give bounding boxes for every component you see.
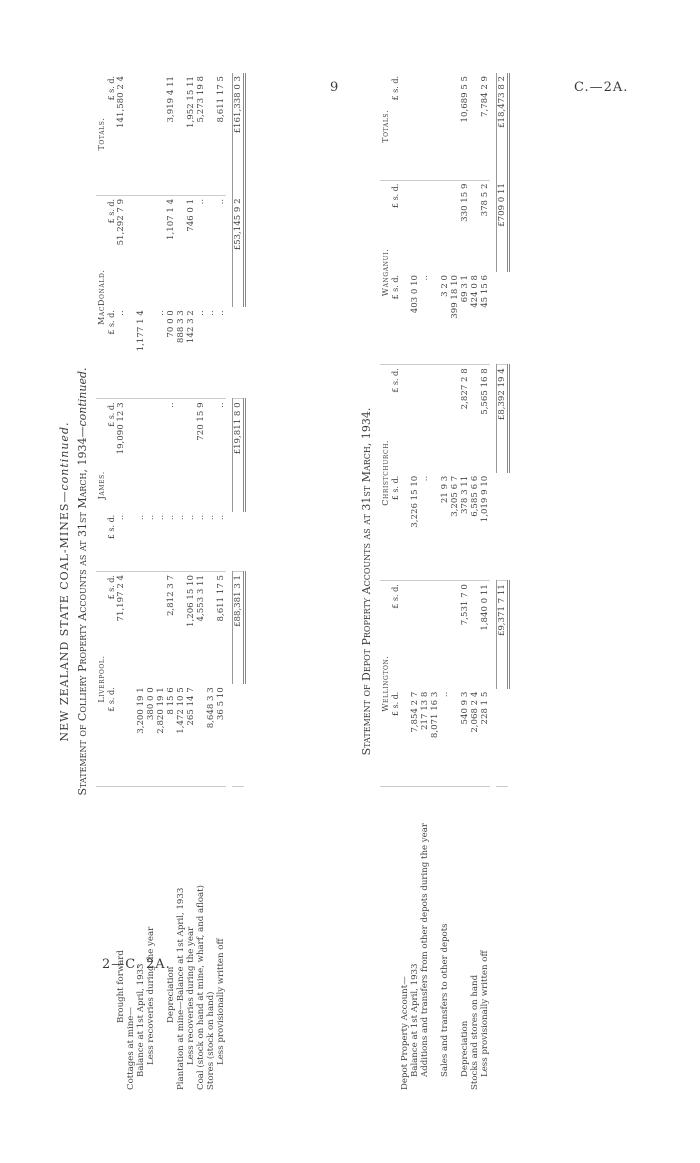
table-row bbox=[146, 73, 156, 1093]
totals-label-spacer bbox=[232, 787, 244, 1094]
row-value bbox=[410, 581, 420, 689]
row-value: 403 0 10 bbox=[410, 272, 420, 365]
row-value: .. bbox=[196, 512, 206, 572]
row-value bbox=[126, 572, 136, 685]
row-label: Cottages at mine— bbox=[126, 1007, 136, 1090]
units-cell: £ s. d. bbox=[390, 689, 400, 787]
row-value: 378 3 11 bbox=[460, 473, 470, 581]
units-cell: £ s. d. bbox=[390, 368, 400, 393]
table-row bbox=[166, 73, 176, 1093]
row-value bbox=[450, 581, 460, 689]
col-totals: Totals. bbox=[96, 73, 106, 195]
row-value: 2,812 3 7 bbox=[166, 575, 176, 617]
row-value: .. bbox=[196, 307, 206, 399]
row-value: 8,648 3 3 bbox=[206, 684, 216, 786]
row-value bbox=[146, 307, 156, 399]
row-label: Plantation at mine—Balance at 1st April, 1933 bbox=[176, 887, 186, 1090]
row-value: 142 3 2 bbox=[186, 307, 196, 399]
row-value: .. bbox=[216, 402, 226, 408]
colliery-subtitle: Statement of Colliery Property Accounts as at 31st March, 1934 bbox=[76, 437, 89, 796]
row-value: 888 3 3 bbox=[176, 307, 186, 399]
row-value bbox=[136, 399, 146, 512]
row-value: .. bbox=[136, 512, 146, 572]
table-row bbox=[206, 73, 216, 1093]
row-value bbox=[470, 180, 480, 272]
totals-spacer bbox=[496, 272, 508, 365]
row-value bbox=[400, 689, 410, 787]
row-value bbox=[440, 73, 450, 180]
depot-header-row bbox=[380, 73, 390, 1093]
row-value: 399 18 10 bbox=[450, 272, 460, 365]
row-label: Less recoveries during the year bbox=[146, 926, 156, 1065]
row-value: 265 14 7 bbox=[186, 684, 196, 786]
document-reference: C.—2A. bbox=[574, 80, 629, 95]
table-row bbox=[126, 73, 136, 1093]
units-cell: £ s. d. bbox=[106, 684, 116, 786]
colliery-title-main: NEW ZEALAND STATE COAL-MINES bbox=[58, 502, 71, 742]
row-value bbox=[400, 180, 410, 272]
totals-spacer bbox=[496, 689, 508, 787]
row-value: 3,226 15 10 bbox=[410, 473, 420, 581]
colliery-property-table bbox=[96, 73, 246, 1093]
row-value: 7,531 7 0 bbox=[460, 584, 470, 626]
row-value: .. bbox=[216, 512, 226, 572]
row-value: 1,107 1 4 bbox=[166, 198, 176, 240]
row-value bbox=[450, 689, 460, 787]
row-value bbox=[146, 572, 156, 685]
row-value bbox=[430, 473, 440, 581]
row-label: Depot Property Account— bbox=[400, 976, 410, 1090]
totals-spacer bbox=[232, 512, 244, 572]
colliery-title-line1 bbox=[58, 0, 71, 1163]
col-christchurch: Christchurch. bbox=[380, 365, 390, 581]
table-row bbox=[176, 73, 186, 1093]
row-value: .. bbox=[156, 307, 166, 399]
row-value: 1,472 10 5 bbox=[176, 684, 186, 786]
row-value bbox=[400, 73, 410, 180]
row-value bbox=[400, 365, 410, 473]
row-value bbox=[470, 365, 480, 473]
row-label: Stocks and stores on hand bbox=[470, 974, 480, 1090]
row-value bbox=[206, 399, 216, 512]
row-value bbox=[430, 365, 440, 473]
row-value: .. bbox=[116, 512, 126, 572]
table-row bbox=[216, 73, 226, 1093]
row-value bbox=[470, 581, 480, 689]
row-value: .. bbox=[116, 307, 126, 399]
row-value bbox=[156, 195, 166, 307]
row-value bbox=[450, 180, 460, 272]
table-row bbox=[420, 73, 430, 1093]
row-value: 3,205 6 7 bbox=[450, 473, 460, 581]
row-value bbox=[450, 73, 460, 180]
row-value: 141,580 2 4 bbox=[116, 73, 126, 195]
row-value: .. bbox=[216, 198, 226, 205]
row-value: 5,565 16 8 bbox=[480, 368, 490, 415]
row-value: 8,611 17 5 bbox=[216, 73, 226, 195]
table-row bbox=[116, 73, 126, 1093]
row-value bbox=[126, 684, 136, 786]
totals-label-spacer bbox=[496, 787, 508, 1094]
col-wanganui: Wanganui. bbox=[380, 180, 390, 365]
row-value: .. bbox=[156, 512, 166, 572]
row-value bbox=[146, 73, 156, 195]
row-label bbox=[450, 787, 460, 1094]
row-label: Stores (stock on hand) bbox=[206, 991, 216, 1090]
depot-title: Statement of Depot Property Accounts as at 31st March, 1934. bbox=[360, 407, 373, 756]
row-value: 45 15 6 bbox=[480, 272, 490, 365]
table-row bbox=[460, 73, 470, 1093]
row-value bbox=[156, 399, 166, 512]
totals-row bbox=[232, 73, 244, 1093]
row-value: 540 9 3 bbox=[460, 689, 470, 787]
row-value: 378 5 2 bbox=[480, 183, 490, 217]
row-label: Brought forward bbox=[116, 950, 126, 1023]
row-value: 36 5 10 bbox=[216, 684, 226, 786]
total-tot: £161,338 0 3 bbox=[232, 73, 244, 195]
row-value: .. bbox=[216, 307, 226, 399]
row-value: 8,071 16 3 bbox=[430, 689, 440, 787]
row-value bbox=[206, 73, 216, 195]
row-value: 70 0 0 bbox=[166, 307, 176, 399]
total-wel: £9,371 7 11 bbox=[496, 581, 508, 689]
table-row bbox=[440, 73, 450, 1093]
colliery-title-suffix: —continued. bbox=[58, 421, 71, 503]
row-value: 3 2 0 bbox=[440, 272, 450, 365]
row-label: Additions and transfers from other depots during the year bbox=[420, 823, 430, 1077]
row-value bbox=[450, 365, 460, 473]
row-value bbox=[146, 399, 156, 512]
table-row bbox=[136, 73, 146, 1093]
row-value: 5,273 19 8 bbox=[196, 73, 206, 195]
row-value: 380 0 0 bbox=[146, 684, 156, 786]
row-value bbox=[420, 73, 430, 180]
row-value bbox=[430, 581, 440, 689]
colliery-header-row bbox=[96, 73, 106, 1093]
row-label: Less provisionally written off bbox=[216, 938, 226, 1065]
units-cell: £ s. d. bbox=[390, 73, 400, 180]
row-value bbox=[176, 572, 186, 685]
row-value bbox=[126, 307, 136, 399]
row-value bbox=[430, 272, 440, 365]
row-value bbox=[126, 399, 136, 512]
units-cell: £ s. d. bbox=[390, 473, 400, 581]
units-cell: £ s. d. bbox=[106, 198, 116, 224]
table-row bbox=[470, 73, 480, 1093]
row-value bbox=[430, 73, 440, 180]
table-row bbox=[450, 73, 460, 1093]
total-liv: £88,381 3 1 bbox=[232, 572, 244, 685]
table-row bbox=[410, 73, 420, 1093]
row-value: 10,689 5 5 bbox=[460, 73, 470, 180]
row-value: 6,585 6 6 bbox=[470, 473, 480, 581]
row-value: .. bbox=[186, 512, 196, 572]
total-jam: £19,811 8 0 bbox=[232, 399, 244, 512]
row-value: 69 3 1 bbox=[460, 272, 470, 365]
row-value: 2,068 2 4 bbox=[470, 689, 480, 787]
row-value: 330 15 9 bbox=[460, 183, 470, 222]
units-cell: £ s. d. bbox=[390, 183, 400, 209]
row-value bbox=[156, 572, 166, 685]
units-row bbox=[106, 73, 116, 1093]
row-value: 21 9 3 bbox=[440, 473, 450, 581]
row-value: 71,197 2 4 bbox=[116, 575, 126, 622]
row-value: 1,840 0 11 bbox=[480, 584, 490, 631]
row-value bbox=[410, 365, 420, 473]
row-value bbox=[126, 195, 136, 307]
row-label bbox=[156, 787, 166, 1094]
row-value bbox=[176, 73, 186, 195]
row-value bbox=[400, 581, 410, 689]
table-row bbox=[430, 73, 440, 1093]
row-value: 7,854 2 7 bbox=[410, 689, 420, 787]
row-value: 3,200 19 1 bbox=[136, 684, 146, 786]
row-value bbox=[186, 399, 196, 512]
row-label: Coal (stock on hand at mine, wharf, and afloat) bbox=[196, 885, 206, 1090]
row-value: 1,952 15 11 bbox=[186, 73, 196, 195]
table-row bbox=[156, 73, 166, 1093]
row-value bbox=[136, 73, 146, 195]
row-value bbox=[440, 365, 450, 473]
total-wan: £709 0 11 bbox=[496, 180, 508, 272]
row-value bbox=[136, 572, 146, 685]
row-value: 720 15 9 bbox=[196, 402, 206, 441]
row-label: Balance at 1st April, 1933 bbox=[410, 963, 420, 1077]
depot-property-table bbox=[380, 73, 510, 1093]
total-mac: £53,145 9 2 bbox=[232, 195, 244, 307]
row-value bbox=[400, 272, 410, 365]
col-macdonald: MacDonald. bbox=[96, 195, 106, 399]
row-value bbox=[410, 180, 420, 272]
row-value bbox=[440, 180, 450, 272]
col-james: James. bbox=[96, 399, 106, 572]
row-value bbox=[470, 73, 480, 180]
row-value bbox=[126, 512, 136, 572]
units-label-spacer bbox=[390, 787, 400, 1094]
row-value: 3,919 4 11 bbox=[166, 73, 176, 195]
units-label-spacer bbox=[106, 787, 116, 1094]
row-value: .. bbox=[196, 198, 206, 205]
row-label: Less provisionally written off bbox=[480, 950, 490, 1077]
row-label: Depreciation bbox=[460, 1020, 470, 1077]
table-row bbox=[196, 73, 206, 1093]
row-value bbox=[410, 73, 420, 180]
row-value: .. bbox=[166, 402, 176, 408]
totals-spacer bbox=[232, 307, 244, 399]
row-label: Depreciation bbox=[166, 966, 176, 1023]
row-value: 1,019 9 10 bbox=[480, 473, 490, 581]
row-value: 51,292 7 9 bbox=[116, 198, 126, 246]
row-value bbox=[400, 473, 410, 581]
row-label: Less recoveries during the year bbox=[186, 926, 196, 1065]
col-wellington: Wellington. bbox=[380, 581, 390, 787]
row-value: 4,553 3 11 bbox=[196, 575, 206, 622]
row-value bbox=[440, 581, 450, 689]
table-row bbox=[186, 73, 196, 1093]
row-value: 8 15 6 bbox=[166, 684, 176, 786]
total-tot: £18,473 8 2 bbox=[496, 73, 508, 180]
units-cell: £ s. d. bbox=[106, 512, 116, 572]
document-reference-bottom: 2—C. 2A. bbox=[102, 957, 171, 972]
row-value bbox=[146, 195, 156, 307]
row-value bbox=[206, 195, 216, 307]
table-row bbox=[480, 73, 490, 1093]
colliery-title-line2 bbox=[76, 0, 89, 1163]
row-value bbox=[420, 180, 430, 272]
row-value: .. bbox=[420, 272, 430, 365]
units-cell: £ s. d. bbox=[390, 272, 400, 365]
row-value: 8,611 17 5 bbox=[216, 575, 226, 622]
totals-spacer bbox=[232, 684, 244, 786]
totals-spacer bbox=[496, 473, 508, 581]
row-label: Sales and transfers to other depots bbox=[440, 923, 450, 1077]
row-value: 2,827 2 8 bbox=[460, 368, 470, 410]
units-cell: £ s. d. bbox=[106, 73, 116, 195]
row-value: .. bbox=[440, 689, 450, 787]
colliery-subtitle-suffix: —continued. bbox=[76, 367, 89, 438]
row-value bbox=[116, 684, 126, 786]
row-value bbox=[196, 684, 206, 786]
row-value: 7,784 2 9 bbox=[480, 73, 490, 180]
row-value bbox=[176, 399, 186, 512]
units-row bbox=[390, 73, 400, 1093]
col-depot-totals: Totals. bbox=[380, 73, 390, 180]
row-value: .. bbox=[206, 307, 216, 399]
row-value: .. bbox=[206, 512, 216, 572]
units-cell: £ s. d. bbox=[390, 584, 400, 609]
units-cell: £ s. d. bbox=[106, 402, 116, 427]
table-row bbox=[400, 73, 410, 1093]
row-value: .. bbox=[176, 512, 186, 572]
row-value bbox=[430, 180, 440, 272]
row-value bbox=[126, 73, 136, 195]
row-value bbox=[206, 572, 216, 685]
row-value: 2,820 19 1 bbox=[156, 684, 166, 786]
row-value: .. bbox=[420, 473, 430, 581]
units-cell: £ s. d. bbox=[106, 307, 116, 399]
row-value bbox=[420, 365, 430, 473]
row-value bbox=[156, 73, 166, 195]
row-label: Balance at 1st April, 1933 bbox=[136, 963, 146, 1077]
row-value bbox=[420, 581, 430, 689]
row-value: 1,206 15 10 bbox=[186, 575, 196, 627]
row-value: 19,090 12 3 bbox=[116, 402, 126, 455]
page-number: 9 bbox=[330, 80, 339, 95]
total-chc: £8,392 19 4 bbox=[496, 365, 508, 473]
row-value: 746 0 1 bbox=[186, 198, 196, 232]
row-value: .. bbox=[146, 512, 156, 572]
row-value: .. bbox=[166, 512, 176, 572]
row-value bbox=[136, 195, 146, 307]
row-value: 424 0 8 bbox=[470, 272, 480, 365]
row-value: 228 1 5 bbox=[480, 689, 490, 787]
totals-row bbox=[496, 73, 508, 1093]
col-liverpool: Liverpool. bbox=[96, 572, 106, 787]
row-value: 1,177 1 4 bbox=[136, 307, 146, 399]
row-value bbox=[176, 195, 186, 307]
units-cell: £ s. d. bbox=[106, 575, 116, 600]
row-label bbox=[430, 787, 440, 1094]
row-value: 217 13 8 bbox=[420, 689, 430, 787]
